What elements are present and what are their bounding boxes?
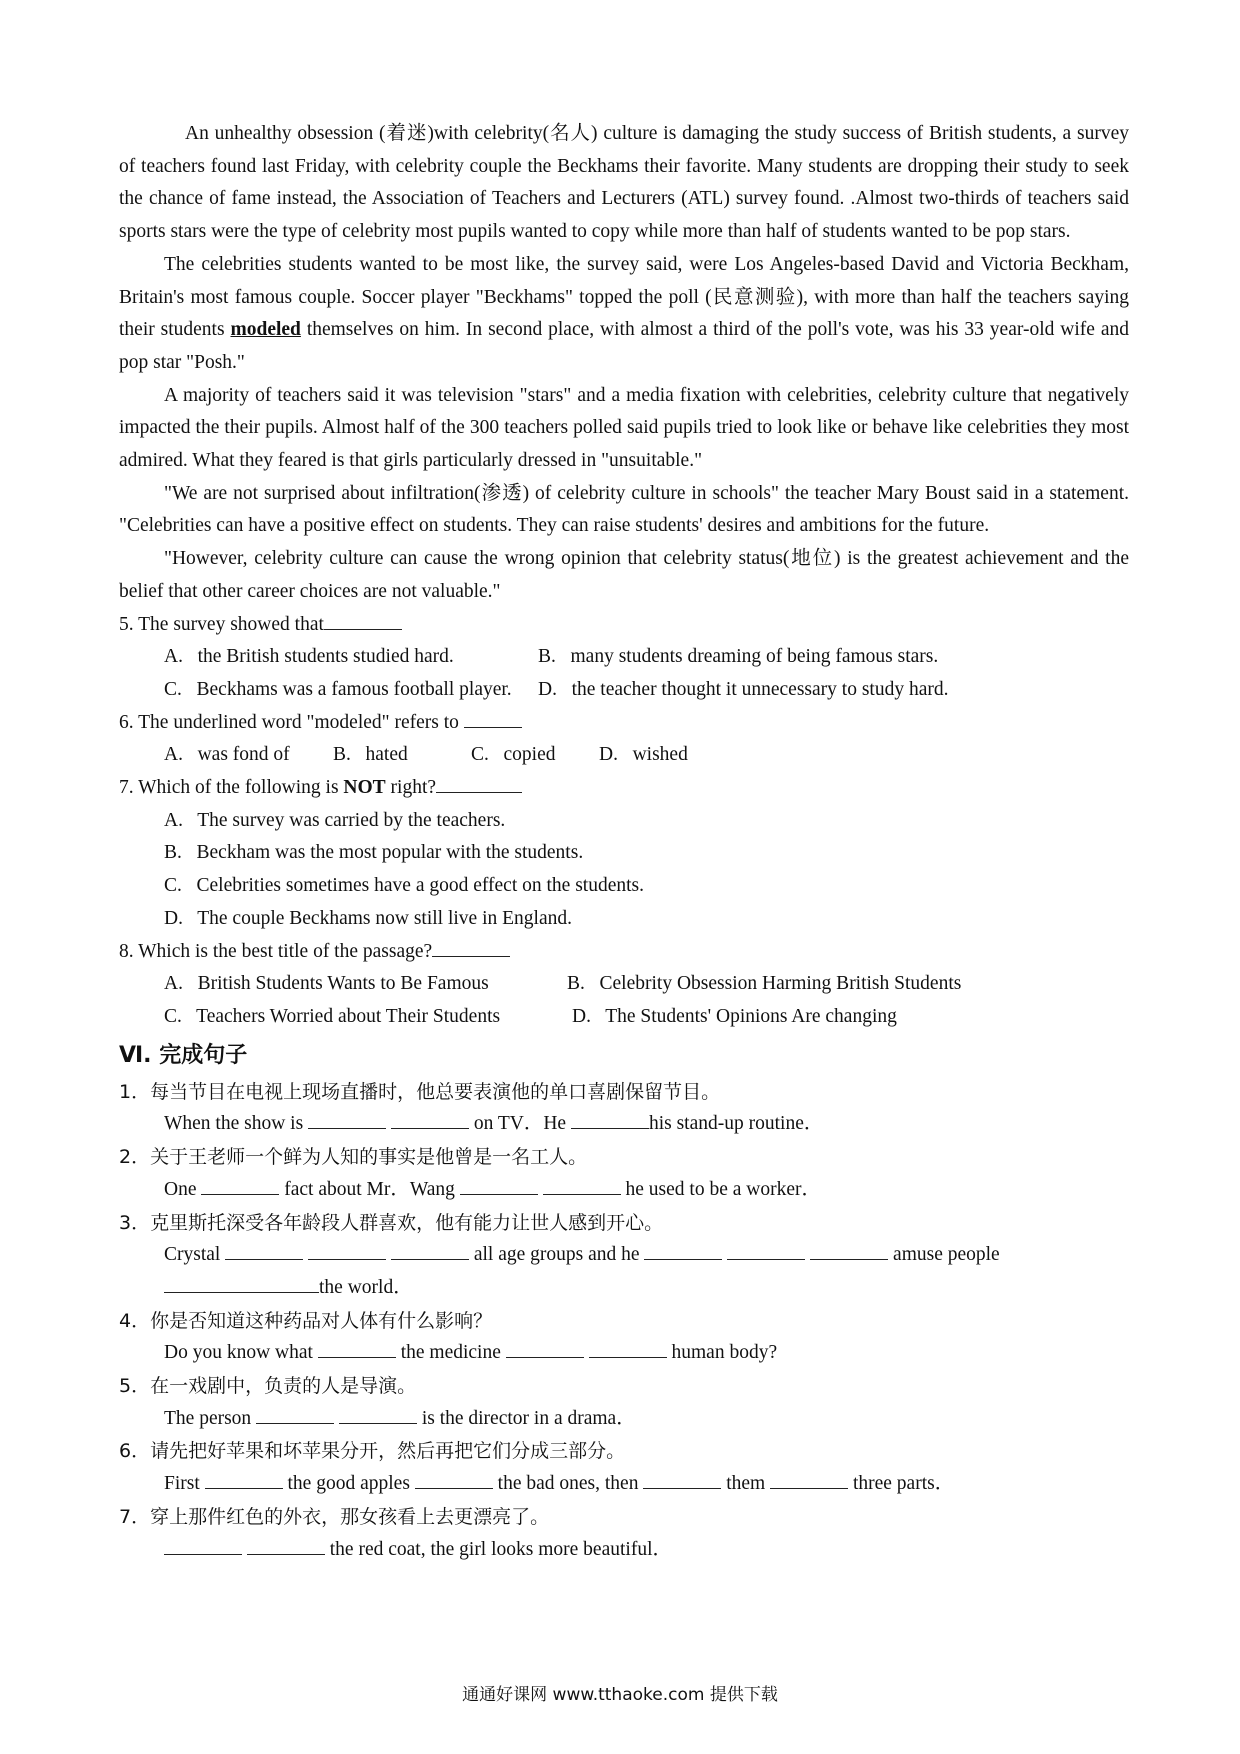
answer-blank[interactable] bbox=[247, 1536, 325, 1555]
answer-blank[interactable] bbox=[205, 1470, 283, 1489]
answer-blank[interactable] bbox=[589, 1339, 667, 1358]
sentence-chinese-prompt: 2．关于王老师一个鲜为人知的事实是他曾是一名工人。 bbox=[119, 1146, 588, 1169]
answer-blank[interactable] bbox=[339, 1405, 417, 1424]
option-c[interactable]: C. Teachers Worried about Their Students bbox=[164, 1005, 501, 1027]
question-5-options-row-1 bbox=[119, 641, 1129, 674]
option-d[interactable]: D. The Students' Opinions Are changing bbox=[572, 1005, 897, 1027]
answer-blank[interactable] bbox=[436, 774, 522, 793]
option-b[interactable]: B. many students dreaming of being famous stars. bbox=[538, 646, 939, 668]
option-a[interactable]: A. British Students Wants to Be Famous bbox=[164, 973, 489, 995]
question-8-options-row-1 bbox=[119, 968, 1129, 1001]
option-c[interactable]: C. Beckhams was a famous football player. bbox=[164, 678, 512, 700]
answer-blank[interactable] bbox=[324, 611, 402, 630]
sentence-text: his stand-up routine． bbox=[648, 1113, 824, 1135]
answer-blank[interactable] bbox=[164, 1536, 242, 1555]
passage-text: themselves on him. In second place, with almost a third of the poll's vote, was his 33 year-old wife and pop star "Posh." bbox=[119, 319, 1129, 373]
passage-paragraph-1: An unhealthy obsession (着迷)with celebrity(名人) culture is damaging the study success of British students, a survey of teachers found last Friday, with celebrity couple the Beckhams their favorite. Many students are dropping their study to seek the chance of fame instead, the Association of Teachers and Lecturers (ATL) survey found. .Almost two-thirds of teachers said sports stars were the type of celebrity most pupils wanted to copy while more than half of students wanted to be pop stars. bbox=[119, 123, 1129, 243]
answer-blank[interactable] bbox=[644, 1241, 722, 1260]
question-5 bbox=[119, 609, 1129, 642]
sentence-text: the bad ones, then bbox=[492, 1473, 644, 1495]
option-d[interactable]: D. wished bbox=[599, 744, 688, 766]
sentence-text: amuse people bbox=[888, 1244, 1000, 1266]
answer-blank[interactable] bbox=[432, 938, 510, 957]
question-stem: 6. The underlined word "modeled" refers to bbox=[119, 711, 459, 733]
answer-blank[interactable] bbox=[810, 1241, 888, 1260]
question-6-options bbox=[119, 739, 1129, 772]
answer-blank[interactable] bbox=[256, 1405, 334, 1424]
option-d[interactable]: D. The couple Beckhams now still live in England. bbox=[164, 907, 572, 929]
sentence-english-line bbox=[119, 1403, 1129, 1436]
sentence-text: the world． bbox=[319, 1276, 413, 1298]
sentence-text: all age groups and he bbox=[468, 1244, 645, 1266]
question-stem: 8. Which is the best title of the passage? bbox=[119, 940, 433, 962]
question-stem: 5. The survey showed that bbox=[119, 613, 324, 635]
question-8-options-row-2 bbox=[119, 1001, 1129, 1034]
passage-paragraph-5: "However, celebrity culture can cause the wrong opinion that celebrity status(地位) is the greatest achievement and the belief that other career choices are not valuable." bbox=[119, 548, 1129, 602]
sentence-text: One bbox=[164, 1178, 202, 1200]
question-8 bbox=[119, 936, 1129, 969]
sentence-text: is the director in a drama． bbox=[416, 1407, 636, 1429]
sentence-english-line bbox=[119, 1534, 1129, 1567]
answer-blank[interactable] bbox=[225, 1241, 303, 1260]
sentence-chinese-prompt: 7．穿上那件红色的外衣，那女孩看上去更漂亮了。 bbox=[119, 1505, 550, 1528]
answer-blank[interactable] bbox=[727, 1241, 805, 1260]
answer-blank[interactable] bbox=[201, 1176, 279, 1195]
passage-paragraph-2 bbox=[119, 249, 1129, 380]
sentence-chinese-prompt: 3．克里斯托深受各年龄段人群喜欢，他有能力让世人感到开心。 bbox=[119, 1211, 664, 1234]
answer-blank[interactable] bbox=[164, 1274, 319, 1293]
question-7-options bbox=[119, 805, 1129, 936]
sentence-english-line bbox=[119, 1174, 1129, 1207]
footer-text: 通通好课网 www.tthaoke.com 提供下载 bbox=[462, 1685, 778, 1705]
sentence-english-line bbox=[119, 1239, 1129, 1272]
passage-paragraph-4: "We are not surprised about infiltration(渗透) of celebrity culture in schools" the teacher Mary Boust said in a statement. "Celebrities can have a positive effect on students. They can raise students' desires and ambitions for the future. bbox=[119, 482, 1129, 537]
sentence-chinese-prompt: 6．请先把好苹果和坏苹果分开，然后再把它们分成三部分。 bbox=[119, 1440, 626, 1463]
answer-blank[interactable] bbox=[643, 1470, 721, 1489]
question-stem: right? bbox=[385, 777, 437, 799]
option-c[interactable]: C. copied bbox=[471, 744, 556, 766]
sentence-chinese-prompt: 1．每当节目在电视上现场直播时，他总要表演他的单口喜剧保留节目。 bbox=[119, 1080, 721, 1103]
question-emphasis: NOT bbox=[343, 777, 386, 799]
sentence-completion-list bbox=[119, 1076, 1129, 1567]
sentence-text: the good apples bbox=[282, 1473, 415, 1495]
answer-blank[interactable] bbox=[318, 1339, 396, 1358]
answer-blank[interactable] bbox=[308, 1241, 386, 1260]
option-c[interactable]: C. Celebrities sometimes have a good effect on the students. bbox=[164, 875, 644, 897]
answer-blank[interactable] bbox=[543, 1176, 621, 1195]
sentence-text: he used to be a worker． bbox=[620, 1178, 821, 1200]
sentence-text: Do you know what bbox=[164, 1342, 318, 1364]
document-content bbox=[119, 118, 1129, 1566]
answer-blank[interactable] bbox=[464, 709, 522, 728]
option-a[interactable]: A. was fond of bbox=[164, 744, 290, 766]
answer-blank[interactable] bbox=[460, 1176, 538, 1195]
sentence-english-line bbox=[119, 1272, 1129, 1305]
sentence-text: When the show is bbox=[164, 1113, 309, 1135]
option-a[interactable]: A. the British students studied hard. bbox=[164, 646, 454, 668]
answer-blank[interactable] bbox=[571, 1110, 649, 1129]
sentence-text: on TV．He bbox=[468, 1113, 571, 1135]
section-title: Ⅵ. 完成句子 bbox=[119, 1042, 248, 1068]
option-a[interactable]: A. The survey was carried by the teachers. bbox=[164, 809, 506, 831]
sentence-text: human body? bbox=[666, 1342, 778, 1364]
answer-blank[interactable] bbox=[415, 1470, 493, 1489]
sentence-english-line bbox=[119, 1468, 1129, 1501]
sentence-chinese-prompt: 4．你是否知道这种药品对人体有什么影响？ bbox=[119, 1309, 493, 1332]
answer-blank[interactable] bbox=[506, 1339, 584, 1358]
sentence-english-line bbox=[119, 1337, 1129, 1370]
sentence-text: them bbox=[721, 1473, 771, 1495]
sentence-text: the red coat, the girl looks more beautiful． bbox=[324, 1538, 672, 1560]
option-d[interactable]: D. the teacher thought it unnecessary to study hard. bbox=[538, 678, 949, 700]
sentence-text: Crystal bbox=[164, 1244, 226, 1266]
option-b[interactable]: B. Celebrity Obsession Harming British Students bbox=[567, 973, 962, 995]
sentence-text: the medicine bbox=[395, 1342, 506, 1364]
question-7 bbox=[119, 772, 1129, 805]
sentence-text: fact about Mr．Wang bbox=[279, 1178, 460, 1200]
question-stem: 7. Which of the following is bbox=[119, 777, 344, 799]
passage-paragraph-3: A majority of teachers said it was television "stars" and a media fixation with celebrities, celebrity culture that negatively impacted the their pupils. Almost half of the 300 teachers polled said pupils tried to look like or behave like celebrities they most admired. What they feared is that girls particularly dressed in "unsuitable." bbox=[119, 384, 1129, 472]
underlined-word: modeled bbox=[230, 319, 301, 341]
sentence-english-line bbox=[119, 1108, 1129, 1141]
sentence-text: First bbox=[164, 1473, 205, 1495]
question-6 bbox=[119, 707, 1129, 740]
sentence-text: three parts． bbox=[848, 1473, 955, 1495]
option-b[interactable]: B. hated bbox=[333, 744, 408, 766]
question-5-options-row-2 bbox=[119, 674, 1129, 707]
sentence-chinese-prompt: 5．在一戏剧中，负责的人是导演。 bbox=[119, 1375, 417, 1398]
sentence-text: The person bbox=[164, 1407, 257, 1429]
answer-blank[interactable] bbox=[770, 1470, 848, 1489]
option-b[interactable]: B. Beckham was the most popular with the students. bbox=[164, 842, 584, 864]
answer-blank[interactable] bbox=[308, 1110, 386, 1129]
answer-blank[interactable] bbox=[391, 1241, 469, 1260]
answer-blank[interactable] bbox=[391, 1110, 469, 1129]
passage-text: The celebrities students wanted to be most like, the survey said, were Los Angeles-based David and Victoria Beckham, Britain's most famous couple. Soccer player "Beckhams" topped the poll (民意测验), with more than half the teachers saying their students bbox=[119, 253, 1129, 341]
